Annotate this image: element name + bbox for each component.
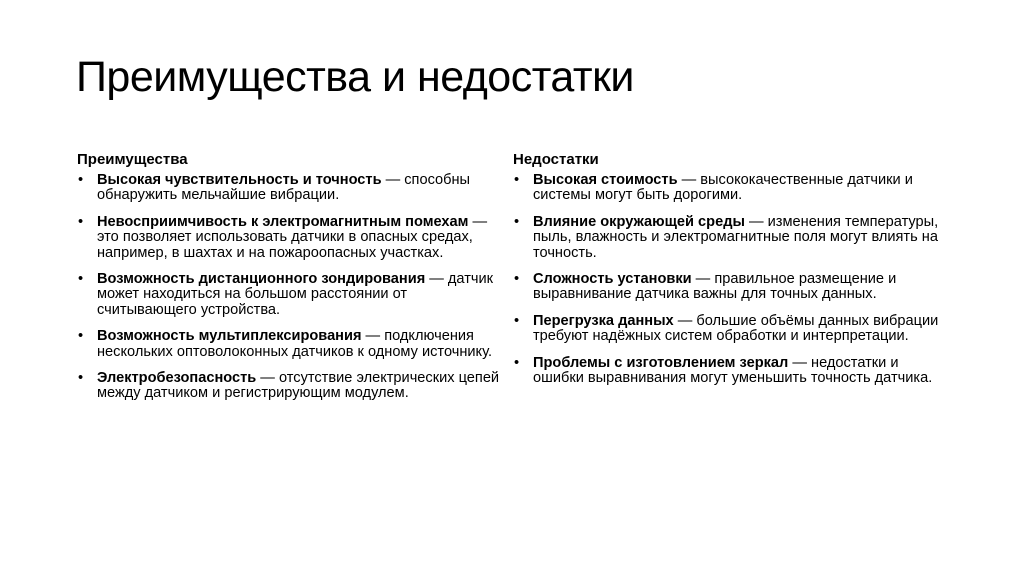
item-description: — высококачественные датчики и системы могут быть дорогими.	[533, 172, 913, 204]
item-term: Невосприимчивость к электромагнитным помехам	[97, 213, 469, 230]
bullet-icon: •	[78, 271, 84, 288]
slide-title: Преимущества и недостатки	[76, 53, 634, 101]
advantages-list	[77, 173, 509, 402]
bullet-icon: •	[514, 213, 520, 230]
bullet-icon: •	[514, 271, 520, 288]
item-description: — отсутствие электрических цепей между датчиком и регистрирующим модулем.	[97, 370, 500, 402]
item-term: Высокая чувствительность и точность	[97, 172, 382, 188]
list-item	[513, 272, 949, 303]
item-term: Высокая стоимость	[533, 172, 678, 188]
disadvantages-heading: Недостатки	[513, 151, 599, 168]
disadvantages-list	[513, 173, 949, 386]
bullet-icon: •	[78, 328, 84, 345]
advantages-heading: Преимущества	[77, 151, 188, 168]
item-description: — способны обнаружить мельчайшие вибрации.	[97, 172, 471, 204]
item-term: Возможность дистанционного зондирования	[97, 271, 426, 288]
bullet-icon: •	[78, 172, 84, 188]
item-term: Влияние окружающей среды	[533, 213, 745, 230]
list-item	[513, 314, 949, 345]
bullet-icon: •	[514, 312, 520, 329]
item-term: Возможность мультиплексирования	[97, 328, 362, 345]
item-term: Сложность установки	[533, 271, 692, 288]
item-description: — правильное размещение и выравнивание датчика важны для точных данных.	[533, 271, 897, 303]
item-description: — это позволяет использовать датчики в опасных средах, например, в шахтах и на пожароопасных участках.	[97, 213, 488, 261]
item-term: Перегрузка данных	[533, 312, 674, 329]
item-term: Электробезопасность	[97, 370, 257, 387]
list-item	[77, 173, 509, 204]
item-description: — датчик может находиться на большом расстоянии от считывающего устройства.	[97, 271, 494, 318]
list-item	[77, 215, 509, 261]
bullet-icon: •	[78, 370, 84, 387]
advantages-column	[77, 150, 509, 413]
list-item	[77, 371, 509, 402]
bullet-icon: •	[514, 172, 520, 188]
list-item	[513, 173, 949, 204]
item-description: — большие объёмы данных вибрации требуют надёжных систем обработки и интерпретации.	[533, 312, 939, 345]
list-item	[513, 356, 949, 387]
item-description: — подключения нескольких оптоволоконных датчиков к одному источнику.	[97, 328, 492, 360]
item-description: — изменения температуры, пыль, влажность и электромагнитные поля могут влиять на точность.	[533, 213, 939, 261]
bullet-icon: •	[78, 213, 84, 230]
list-item	[77, 272, 509, 318]
list-item	[513, 215, 949, 261]
item-description: — недостатки и ошибки выравнивания могут уменьшить точность датчика.	[533, 354, 933, 387]
item-term: Проблемы с изготовлением зеркал	[533, 354, 789, 371]
disadvantages-column	[513, 150, 949, 397]
bullet-icon: •	[514, 354, 520, 371]
list-item	[77, 329, 509, 360]
